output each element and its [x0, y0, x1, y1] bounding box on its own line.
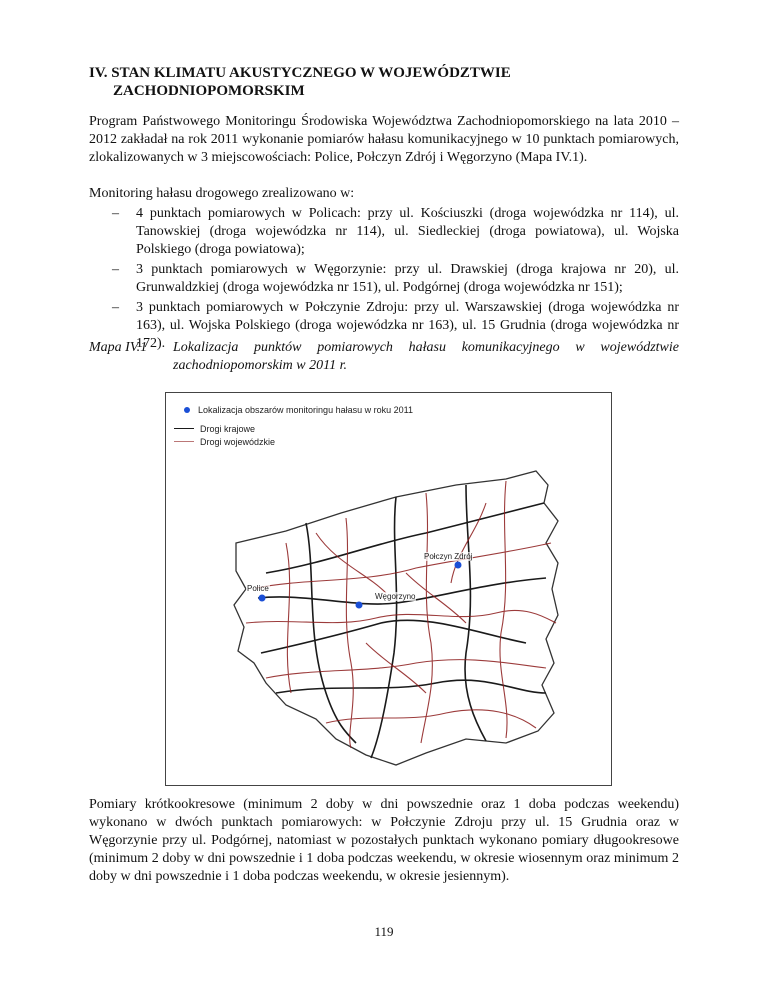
legend-national-roads-label: Drogi krajowe [200, 423, 256, 434]
monitoring-intro-paragraph: Monitoring hałasu drogowego zrealizowano w: [89, 186, 355, 201]
list-dash: – [112, 206, 119, 221]
region-map [165, 392, 612, 786]
map-graphic [166, 393, 611, 785]
regional-road-line-icon [174, 441, 194, 442]
list-item-text: 3 punktach pomiarowych w Połczynie Zdroju: przy ul. Warszawskiej (droga wojewódzka nr 163), ul. Wojska Polskiego (droga wojewódzka nr 163), ul. 15 Grudnia (droga wojewódzka nr 172). [136, 300, 679, 351]
list-item-text: 4 punktach pomiarowych w Policach: przy ul. Kościuszki (droga wojewódzka nr 114), ul. Tanowskiej (droga wojewódzka nr 114), ul. Siedleckiej (droga powiatowa), ul. Wojska Polskiego (droga powiatowa); [136, 206, 679, 257]
point-marker-icon [184, 407, 190, 413]
list-item-text: 3 punktach pomiarowych w Węgorzynie: przy ul. Drawskiej (droga krajowa nr 20), ul. Grunwaldzkiej (droga wojewódzka nr 151), ul. Podgórnej (droga wojewódzka nr 151); [136, 262, 679, 295]
measurement-description-paragraph: Pomiary krótkookresowe (minimum 2 doby w dni powszednie oraz 1 doba podczas weekendu) wykonano w dwóch punktach pomiarowych: w Połczynie Zdroju przy ul. 15 Grudnia oraz w Węgorzynie przy ul. Podgórnej, natomiast w pozostałych punktach wykonano pomiary długookresowe (minimum 2 doby w dni powszednie i 1 doba podczas weekendu, w okresie wiosennym oraz minimum 2 doby w dni powszednie i 1 doba podczas weekendu, w okresie jesiennym). [89, 797, 679, 884]
section-heading [89, 64, 689, 100]
page-number: 119 [374, 924, 394, 939]
national-road-line-icon [174, 428, 194, 429]
list-item [89, 205, 679, 259]
list-item [89, 261, 679, 297]
map-caption-label: Mapa IV.1 [89, 340, 148, 355]
town-label-police: Police [247, 584, 269, 593]
town-label-wegorzyno: Węgorzyno [375, 592, 416, 601]
point-police [259, 595, 266, 602]
intro-paragraph: Program Państwowego Monitoringu Środowiska Województwa Zachodniopomorskiego na lata 2010 – 2012 zakładał na rok 2011 wykonanie pomiarów hałasu komunikacyjnego w 10 punktach pomiarowych, zlokalizowanych w 3 miejscowościach: Police, Połczyn Zdrój i Węgorzyno (Mapa IV.1). [89, 114, 679, 165]
legend-points-label: Lokalizacja obszarów monitoringu hałasu w roku 2011 [198, 404, 413, 415]
town-label-polczyn-zdroj: Połczyn Zdrój [424, 552, 473, 561]
map-caption [89, 339, 679, 375]
point-wegorzyno [356, 602, 363, 609]
point-polczyn-zdroj [455, 562, 462, 569]
section-heading-line1: IV. STAN KLIMATU AKUSTYCZNEGO W WOJEWÓDZTWIE [89, 65, 511, 81]
section-heading-line2: ZACHODNIOPOMORSKIM [113, 83, 305, 99]
list-dash: – [112, 300, 119, 315]
measurement-points-list [89, 205, 679, 355]
list-dash: – [112, 262, 119, 277]
legend-regional-roads-label: Drogi wojewódzkie [200, 436, 276, 447]
map-caption-text: Lokalizacja punktów pomiarowych hałasu komunikacyjnego w województwie zachodniopomorskim w 2011 r. [173, 340, 679, 373]
map-legend [174, 403, 413, 448]
